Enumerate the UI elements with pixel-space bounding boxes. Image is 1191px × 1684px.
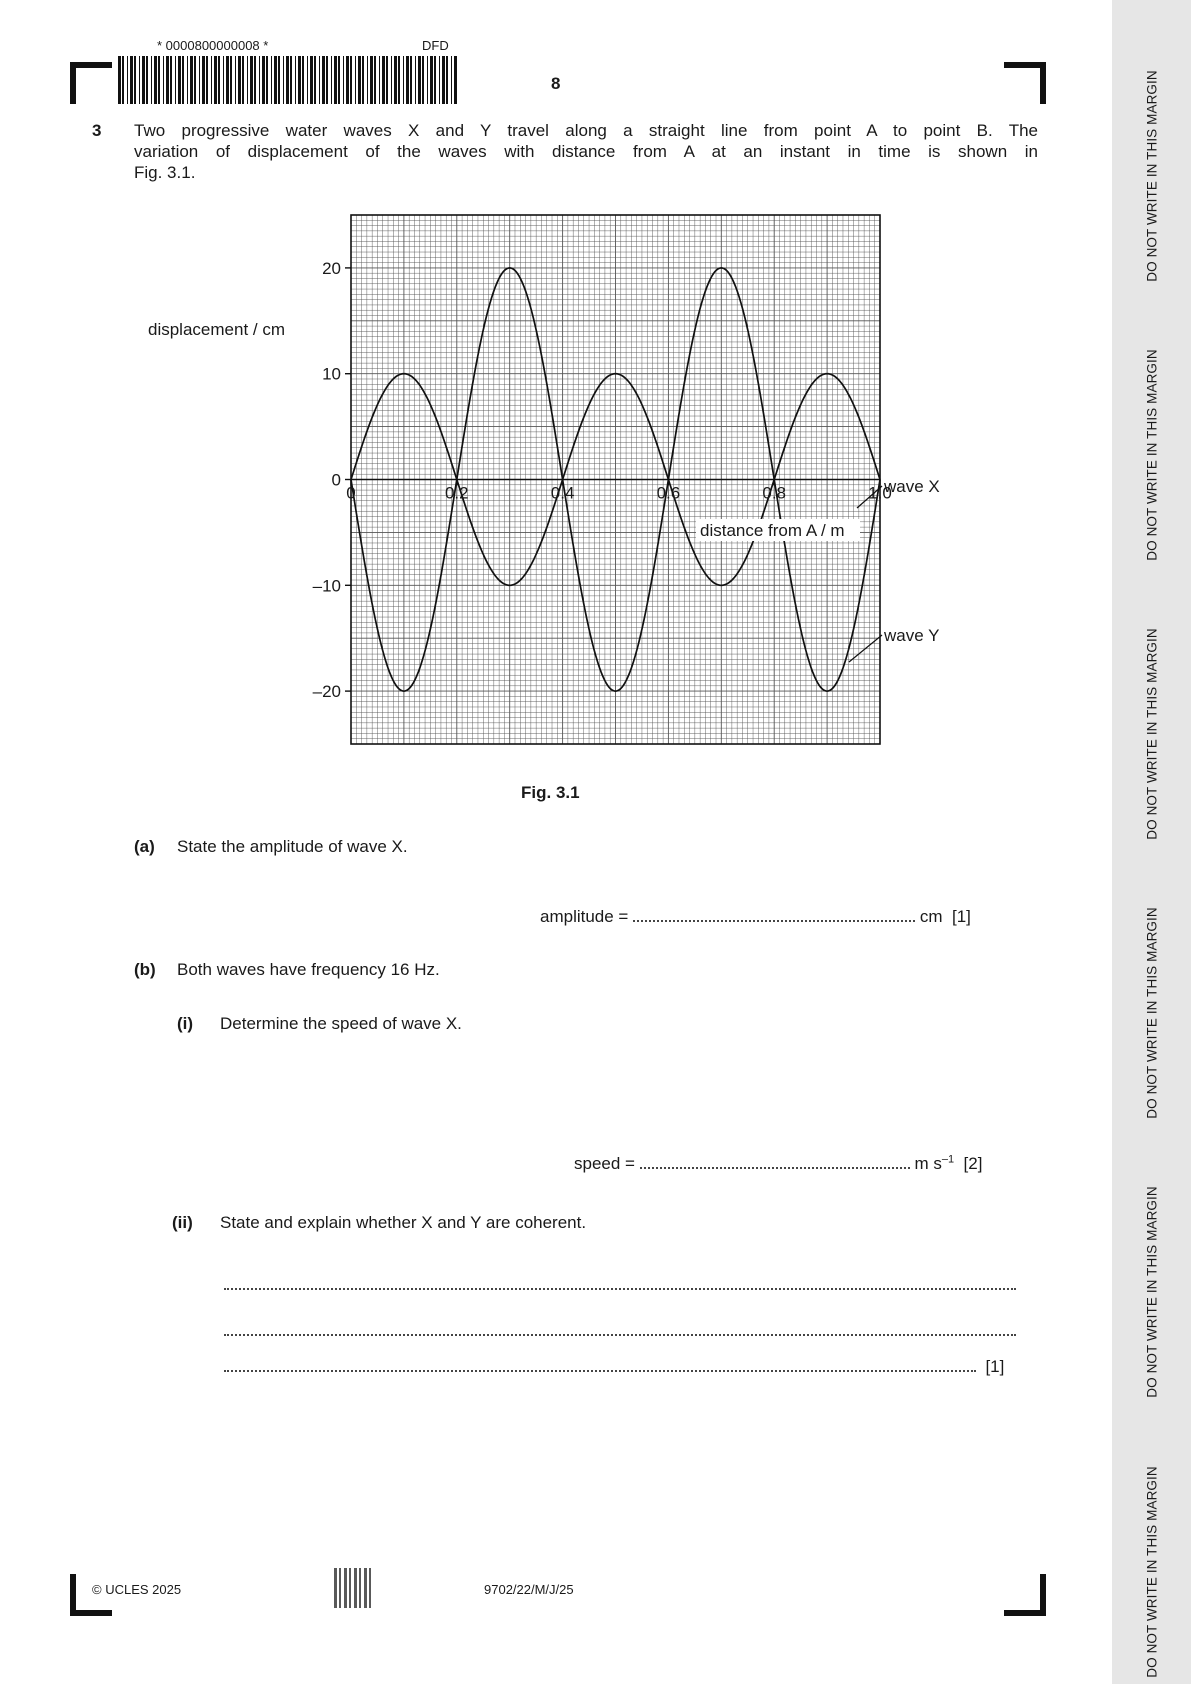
coherence-answer-line-1[interactable] <box>224 1274 1016 1295</box>
y-tick-label: –10 <box>312 576 341 596</box>
barcode-bar <box>382 56 385 104</box>
barcode-bar <box>451 56 452 104</box>
barcode-bar <box>418 56 421 104</box>
question-intro-line: variation of displacement of the waves with distance from A at an instant in time is shown in <box>134 142 1038 161</box>
barcode-bar <box>343 56 344 104</box>
barcode-bar <box>362 56 364 104</box>
barcode-bar <box>434 56 436 104</box>
barcode-bar <box>319 56 320 104</box>
part-bi-question: Determine the speed of wave X. <box>220 1014 462 1033</box>
coherence-answer-line-3 <box>224 1356 1004 1377</box>
barcode-bar <box>130 56 133 104</box>
speed-answer-prefix: speed = <box>574 1154 635 1173</box>
barcode-bar <box>271 56 272 104</box>
amplitude-unit: cm <box>919 907 943 926</box>
barcode-bar <box>454 56 457 104</box>
barcode-bar <box>427 56 428 104</box>
series-label-wave-y: wave Y <box>884 626 940 645</box>
corner-mark-bottom-left <box>70 1610 112 1616</box>
amplitude-marks: [1] <box>951 907 971 926</box>
barcode-bar <box>430 56 433 104</box>
barcode-bar <box>379 56 380 104</box>
question-number: 3 <box>92 121 102 140</box>
barcode-bar <box>331 56 332 104</box>
barcode-bar <box>298 56 301 104</box>
amplitude-answer-prefix: amplitude = <box>540 907 629 926</box>
barcode-bar <box>194 56 196 104</box>
barcode-bar <box>199 56 200 104</box>
barcode-bar <box>439 56 440 104</box>
barcode-bar <box>442 56 445 104</box>
x-tick-label: 1.0 <box>868 483 892 503</box>
barcode-bar <box>391 56 392 104</box>
y-tick-label: –20 <box>312 682 341 702</box>
corner-mark-top-left <box>70 62 76 104</box>
speed-answer-line <box>574 1153 982 1174</box>
part-bi-label: (i) <box>177 1014 194 1033</box>
barcode-bar <box>247 56 248 104</box>
part-a-label: (a) <box>134 837 155 856</box>
speed-answer-field[interactable] <box>640 1153 910 1169</box>
coherence-answer-field[interactable] <box>224 1356 976 1372</box>
barcode-bar <box>358 56 361 104</box>
barcode-bar <box>175 56 176 104</box>
barcode-bar <box>250 56 253 104</box>
leader-line-wave-y <box>849 635 882 662</box>
barcode-bar <box>326 56 328 104</box>
barcode-bar <box>394 56 397 104</box>
barcode-code: DFD <box>422 38 449 53</box>
barcode-bar <box>286 56 289 104</box>
barcode-bar <box>355 56 356 104</box>
part-b-label: (b) <box>134 960 156 979</box>
barcode-bar <box>127 56 128 104</box>
x-tick-label: 0.8 <box>762 483 787 503</box>
x-tick-label: 0.2 <box>444 483 469 503</box>
barcode-bar <box>302 56 304 104</box>
barcode-bar <box>202 56 205 104</box>
amplitude-answer-field[interactable] <box>633 906 915 922</box>
paper-code: 9702/22/M/J/25 <box>484 1582 574 1597</box>
barcode-bar <box>410 56 412 104</box>
series-label-wave-x: wave X <box>884 477 940 496</box>
corner-mark-top-right <box>1004 62 1046 68</box>
barcode-bar <box>266 56 268 104</box>
barcode-bar <box>206 56 208 104</box>
x-tick-label: 0.4 <box>550 483 575 503</box>
barcode-bar <box>310 56 313 104</box>
question-intro-line: Fig. 3.1. <box>134 163 196 182</box>
y-tick-label: 10 <box>322 364 341 384</box>
barcode-bar <box>163 56 164 104</box>
part-b-stem: Both waves have frequency 16 Hz. <box>177 960 440 979</box>
barcode-bar <box>118 56 121 104</box>
barcode-bar <box>151 56 152 104</box>
barcode-bar <box>346 56 349 104</box>
barcode-bar <box>158 56 160 104</box>
barcode-bar <box>146 56 148 104</box>
page-number: 8 <box>551 74 561 93</box>
figure-caption: Fig. 3.1 <box>521 783 580 802</box>
barcode-bar <box>274 56 277 104</box>
barcode-bar <box>238 56 241 104</box>
barcode-bar <box>223 56 224 104</box>
barcode-bar <box>230 56 232 104</box>
barcode-bar <box>290 56 292 104</box>
barcode-bar <box>422 56 424 104</box>
barcode-bar <box>166 56 169 104</box>
barcode-bar <box>262 56 265 104</box>
x-tick-label: 0 <box>346 483 356 503</box>
x-axis-label: distance from A / m <box>700 521 845 540</box>
barcode-bar <box>190 56 193 104</box>
coherence-marks: [1] <box>985 1357 1005 1376</box>
barcode-bar <box>235 56 236 104</box>
barcode-bar <box>403 56 404 104</box>
barcode-bar <box>367 56 368 104</box>
barcode-bar <box>446 56 448 104</box>
barcode <box>118 56 457 104</box>
barcode-bar <box>178 56 181 104</box>
barcode-bar <box>259 56 260 104</box>
barcode-bar <box>182 56 184 104</box>
barcode-bar <box>214 56 217 104</box>
barcode-bar <box>242 56 244 104</box>
barcode-bar <box>187 56 188 104</box>
barcode-bar <box>218 56 220 104</box>
copyright: © UCLES 2025 <box>92 1582 182 1597</box>
barcode-bar <box>334 56 337 104</box>
y-tick-label: 0 <box>331 470 341 490</box>
wave-graph <box>130 205 960 765</box>
barcode-bar <box>295 56 296 104</box>
corner-mark-top-right <box>1040 62 1046 104</box>
part-a-question: State the amplitude of wave X. <box>177 837 408 856</box>
y-axis-label: displacement / cm <box>148 320 285 339</box>
barcode-bar <box>415 56 416 104</box>
barcode-bar <box>314 56 316 104</box>
barcode-number: * 0000800000008 * <box>157 38 269 53</box>
part-bii-question: State and explain whether X and Y are coherent. <box>220 1213 587 1232</box>
barcode-bar <box>122 56 124 104</box>
barcode-bar <box>170 56 172 104</box>
barcode-bar <box>142 56 145 104</box>
barcode-bar <box>374 56 376 104</box>
speed-unit-exponent: –1 <box>941 1153 955 1166</box>
speed-unit: m s <box>914 1154 942 1173</box>
part-bii-label: (ii) <box>172 1213 193 1232</box>
barcode-bar <box>350 56 352 104</box>
barcode-bar <box>338 56 340 104</box>
speed-marks: [2] <box>963 1154 983 1173</box>
barcode-bar <box>134 56 136 104</box>
barcode-bar <box>370 56 373 104</box>
x-tick-label: 0.6 <box>656 483 681 503</box>
barcode-bar <box>139 56 140 104</box>
barcode-bar <box>386 56 388 104</box>
barcode-bar <box>398 56 400 104</box>
y-tick-label: 20 <box>322 258 341 278</box>
amplitude-answer-line <box>540 906 971 927</box>
barcode-bar <box>211 56 212 104</box>
barcode-bar <box>278 56 280 104</box>
corner-mark-top-left <box>70 62 112 68</box>
qr-code <box>334 1568 374 1608</box>
barcode-bar <box>307 56 308 104</box>
barcode-bar <box>283 56 284 104</box>
barcode-bar <box>154 56 157 104</box>
barcode-bar <box>226 56 229 104</box>
barcode-bar <box>322 56 325 104</box>
coherence-answer-line-2[interactable] <box>224 1320 1016 1341</box>
question-intro-line: Two progressive water waves X and Y travel along a straight line from point A to point B. The <box>134 121 1038 140</box>
barcode-bar <box>254 56 256 104</box>
barcode-bar <box>406 56 409 104</box>
corner-mark-bottom-right <box>1004 1610 1046 1616</box>
